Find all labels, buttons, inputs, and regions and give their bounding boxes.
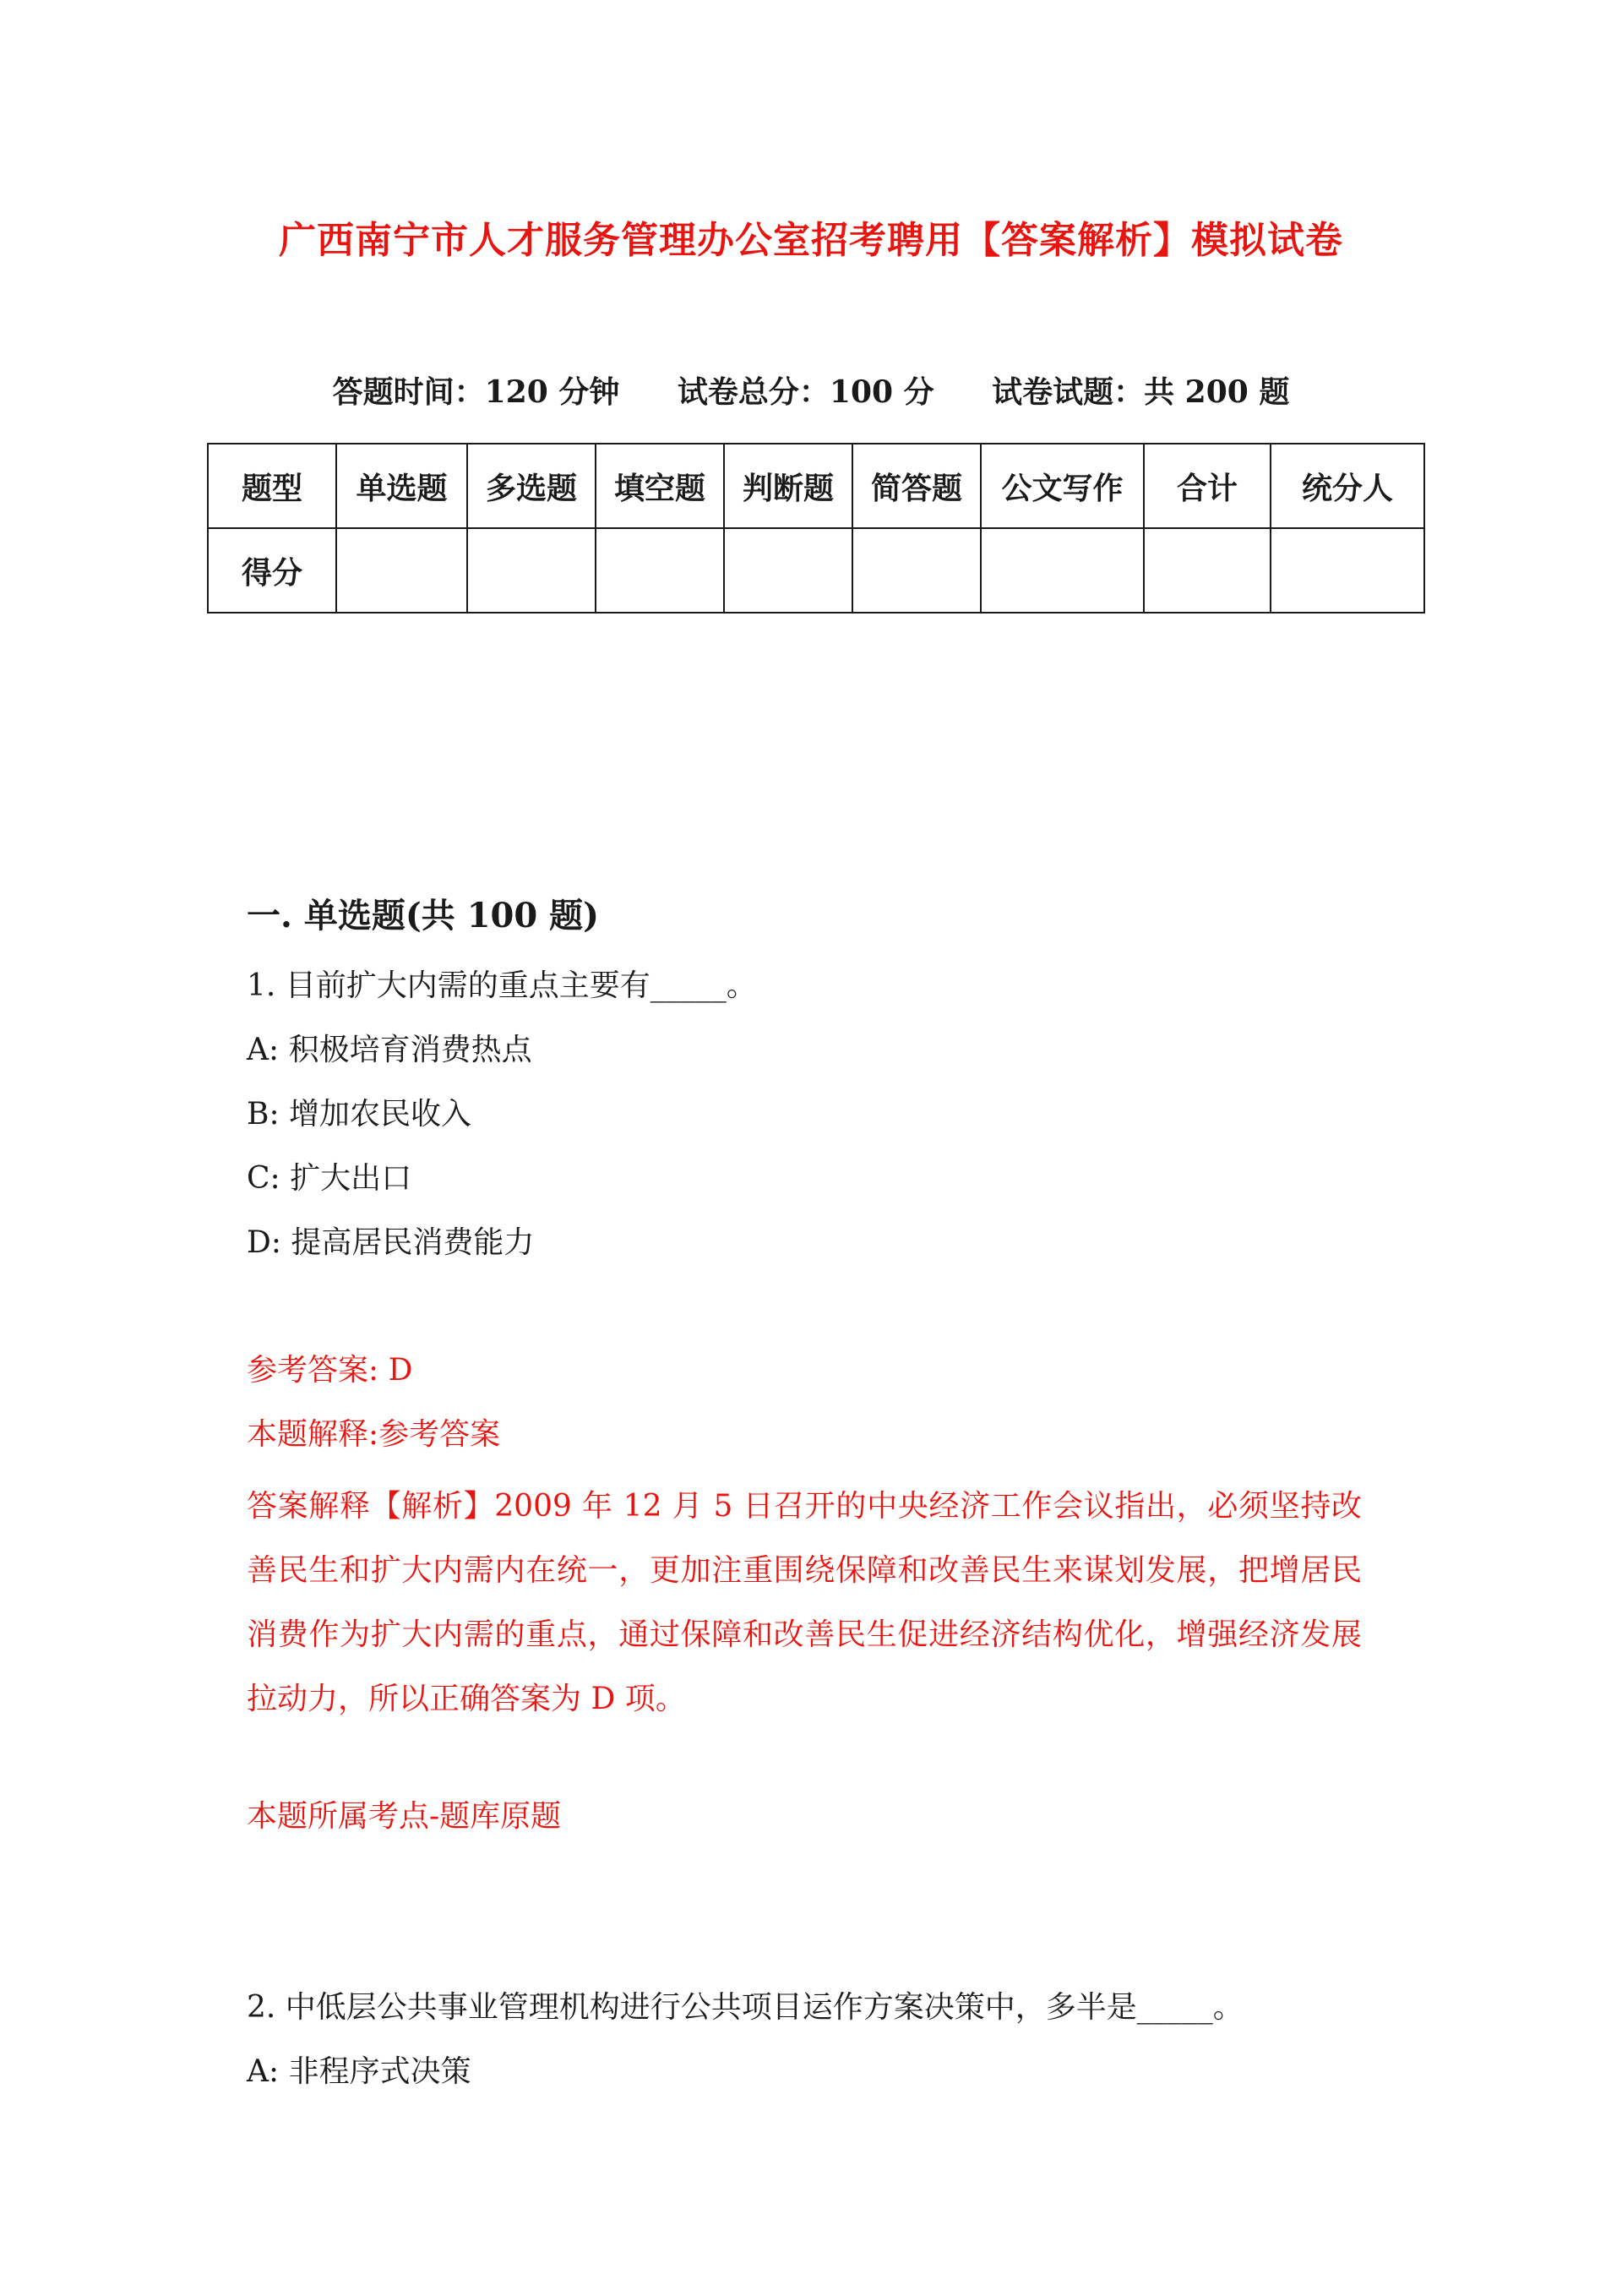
question-option: A: 积极培育消费热点: [247, 1033, 532, 1067]
exam-info: [0, 368, 1622, 412]
knowledge-point: 本题所属考点-题库原题: [247, 1799, 562, 1834]
score-cell: [981, 528, 1144, 613]
table-header-cell: 填空题: [596, 444, 724, 528]
score-cell: [1144, 528, 1271, 613]
table-header-cell: 单选题: [336, 444, 467, 528]
question-option: A: 非程序式决策: [247, 2054, 471, 2089]
table-header-cell: 判断题: [724, 444, 852, 528]
table-header-cell: 简答题: [852, 444, 981, 528]
score-row-label: 得分: [208, 528, 336, 613]
answer-line: 参考答案: D: [247, 1353, 413, 1388]
exam-time: 答题时间：120 分钟: [332, 374, 620, 410]
exam-total-score: 试卷总分：100 分: [677, 374, 934, 410]
score-table-score-row: [208, 528, 1424, 613]
score-cell: [596, 528, 724, 613]
score-cell: [467, 528, 596, 613]
page-title: 广西南宁市人才服务管理办公室招考聘用【答案解析】模拟试卷: [279, 219, 1343, 262]
score-cell: [1271, 528, 1424, 613]
table-header-cell: 多选题: [467, 444, 596, 528]
score-cell: [852, 528, 981, 613]
section-heading: 一. 单选题(共 100 题): [247, 896, 600, 935]
score-cell: [724, 528, 852, 613]
explanation-text: 答案解释【解析】2009 年 12 月 5 日召开的中央经济工作会议指出，必须坚持改善民生和扩大内需内在统一，更加注重围绕保障和改善民生来谋划发展，把增居民消费作为扩大内需的重点，通过保障和改善民生促进经济结构优化，增强经济发展拉动力，所以正确答案为 D 项。: [247, 1489, 1362, 1716]
explanation-label: 本题解释:参考答案: [247, 1417, 501, 1452]
score-cell: [336, 528, 467, 613]
table-header-cell: 合计: [1144, 444, 1271, 528]
question-stem: 1. 目前扩大内需的重点主要有_____。: [247, 968, 757, 1003]
score-table-header-row: [208, 444, 1424, 528]
question-option: D: 提高居民消费能力: [247, 1225, 535, 1260]
question-stem: 2. 中低层公共事业管理机构进行公共项目运作方案决策中，多半是_____。: [247, 1990, 1244, 2025]
question-option: C: 扩大出口: [247, 1161, 412, 1196]
score-table: [207, 443, 1425, 614]
question-option: B: 增加农民收入: [247, 1097, 472, 1132]
table-header-cell: 公文写作: [981, 444, 1144, 528]
table-header-cell: 题型: [208, 444, 336, 528]
table-header-cell: 统分人: [1271, 444, 1424, 528]
exam-total-questions: 试卷试题：共 200 题: [992, 374, 1290, 410]
